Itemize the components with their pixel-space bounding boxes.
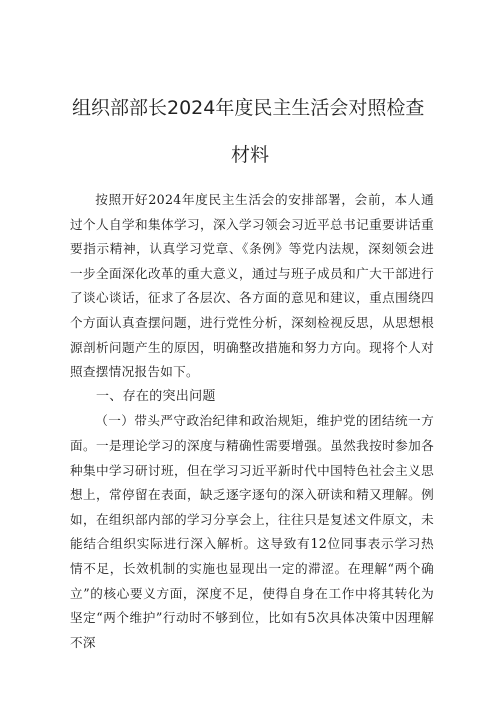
document-title-line2: 材料 xyxy=(231,144,270,166)
intro-paragraph: 按照开好2024年度民主生活会的安排部署，会前，本人通过个人自学和集体学习，深入学习领会习近平总书记重要讲话重要指示精神，认真学习党章、《条例》等党内法规，深刻领会进一步全面深化改革的重大意义，通过与班子成员和广大干部进行了谈心谈话，征求了各层次、各方面的意见和建议，重点围绕四个方面认真查摆问题，进行党性分析，深刻检视反思，从思想根源剖析问题产生的原因，明确整改措施和努力方向。现将个人对照查摆情况报告如下。 xyxy=(70,192,434,380)
document-title-line1: 组织部部长2024年度民主生活会对照检查 xyxy=(72,97,425,119)
section-paragraph: （一）带头严守政治纪律和政治规矩，维护党的团结统一方面。一是理论学习的深度与精确性需要增强。虽然我按时参加各种集中学习研讨班，但在学习习近平新时代中国特色社会主义思想上，常停留在表面，缺乏逐字逐句的深入研读和精又理解。例如，在组织部内部的学习分享会上，往往只是复述文件原文，未能结合组织实际进行深入解析。这导致有12位同事表示学习热情不足，长效机制的实施也显现出一定的滞涩。在理解“两个确立”的核心要义方面，深度不足，使得自身在工作中将其转化为坚定“两个维护”行动时不够到位，比如有5次具体决策中因理解不深 xyxy=(70,413,434,650)
document-body xyxy=(70,188,434,655)
section-heading: 一、存在的突出问题 xyxy=(96,388,216,404)
